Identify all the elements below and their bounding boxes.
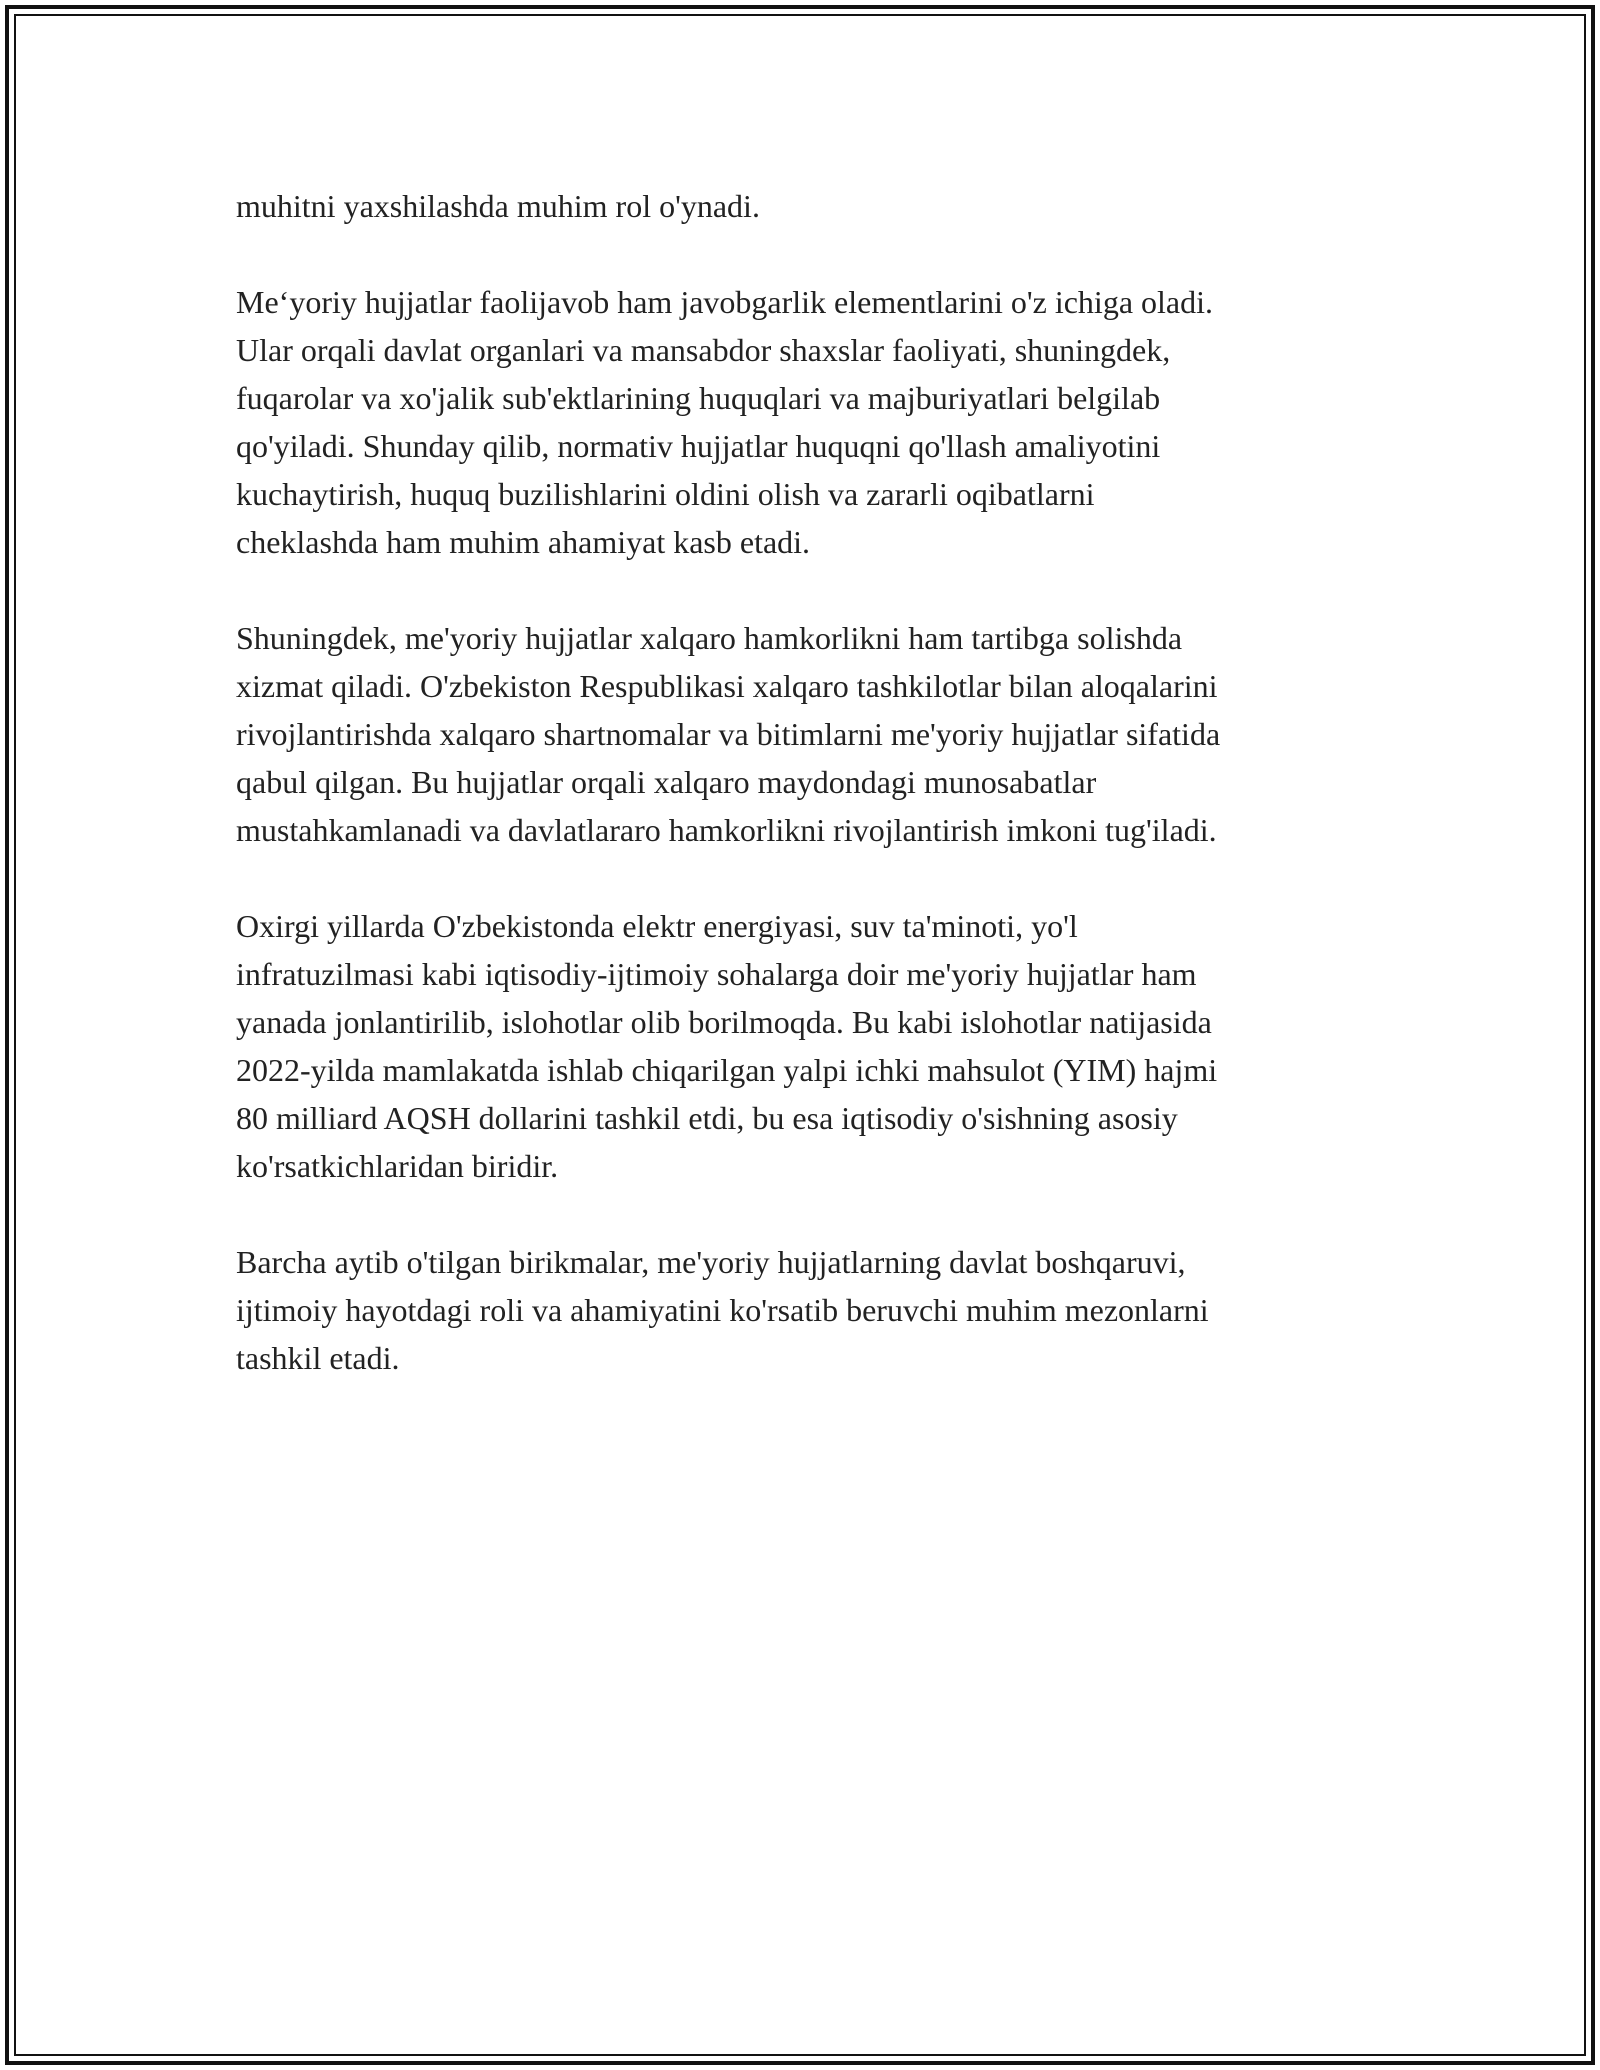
paragraph-line: Shuningdek, me'yoriy hujjatlar xalqaro hamkorlikni ham tartibga solishda (236, 620, 1183, 656)
paragraph-line: mustahkamlanadi va davlatlararo hamkorlikni rivojlantirish imkoni tug'iladi. (236, 812, 1217, 848)
paragraph-5 (236, 1238, 1416, 1382)
paragraph-line: kuchaytirish, huquq buzilishlarini oldini olish va zararli oqibatlarni (236, 476, 1095, 512)
paragraph-2 (236, 278, 1416, 566)
paragraph-line: cheklashda ham muhim ahamiyat kasb etadi. (236, 524, 811, 560)
paragraph-4 (236, 902, 1416, 1190)
paragraph-line: yanada jonlantirilib, islohotlar olib borilmoqda. Bu kabi islohotlar natijasida (236, 1004, 1212, 1040)
paragraph-line: Oxirgi yillarda O'zbekistonda elektr energiyasi, suv ta'minoti, yo'l (236, 908, 1078, 944)
paragraph-line: qo'yiladi. Shunday qilib, normativ hujjatlar huquqni qo'llash amaliyotini (236, 428, 1161, 464)
paragraph-line: tashkil etadi. (236, 1340, 400, 1376)
paragraph-line: Ular orqali davlat organlari va mansabdor shaxslar faoliyati, shuningdek, (236, 332, 1171, 368)
paragraph-line: qabul qilgan. Bu hujjatlar orqali xalqaro maydondagi munosabatlar (236, 764, 1097, 800)
paragraph-line: fuqarolar va xo'jalik sub'ektlarining huquqlari va majburiyatlari belgilab (236, 380, 1161, 416)
paragraph-line: rivojlantirishda xalqaro shartnomalar va bitimlarni me'yoriy hujjatlar sifatida (236, 716, 1221, 752)
paragraph-line: ijtimoiy hayotdagi roli va ahamiyatini ko'rsatib beruvchi muhim mezonlarni (236, 1292, 1209, 1328)
paragraph-line: infratuzilmasi kabi iqtisodiy-ijtimoiy sohalarga doir me'yoriy hujjatlar ham (236, 956, 1197, 992)
paragraph-line: xizmat qiladi. O'zbekiston Respublikasi xalqaro tashkilotlar bilan aloqalarini (236, 668, 1218, 704)
paragraph-3 (236, 614, 1416, 854)
paragraph-line: 2022-yilda mamlakatda ishlab chiqarilgan yalpi ichki mahsulot (YIM) hajmi (236, 1052, 1218, 1088)
paragraph-line: ko'rsatkichlaridan biridir. (236, 1148, 559, 1184)
paragraph-line: Me‘yoriy hujjatlar faolijavob ham javobgarlik elementlarini o'z ichiga oladi. (236, 284, 1213, 320)
paragraph-line: muhitni yaxshilashda muhim rol o'ynadi. (236, 188, 760, 224)
paragraph-line: 80 milliard AQSH dollarini tashkil etdi, bu esa iqtisodiy o'sishning asosiy (236, 1100, 1178, 1136)
paragraph-1 (236, 182, 1416, 230)
document-body (236, 182, 1416, 1430)
paragraph-line: Barcha aytib o'tilgan birikmalar, me'yoriy hujjatlarning davlat boshqaruvi, (236, 1244, 1186, 1280)
